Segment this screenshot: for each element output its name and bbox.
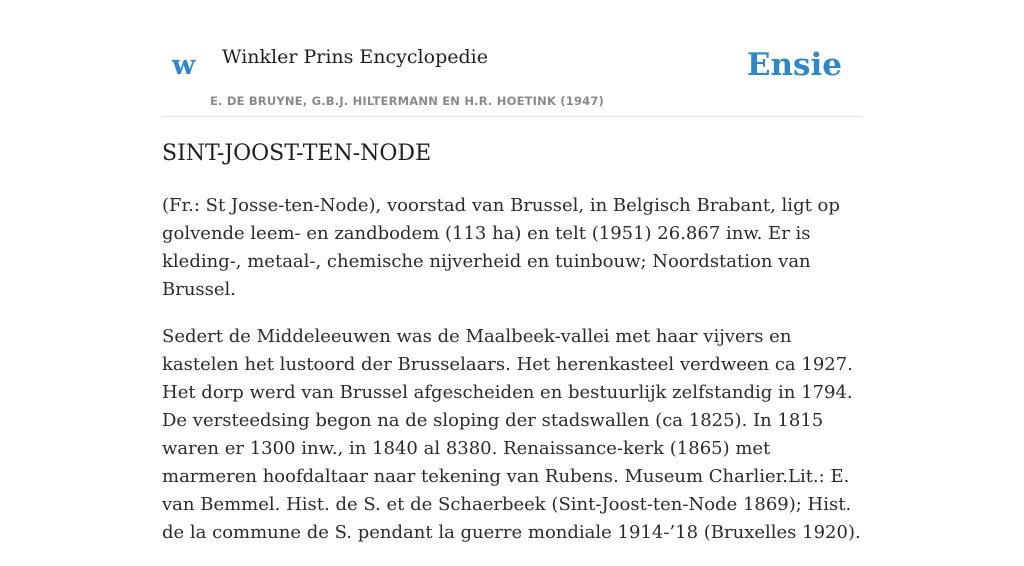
source-title-link[interactable]: Winkler Prins Encyclopedie bbox=[222, 46, 488, 68]
article-body bbox=[162, 192, 864, 566]
source-header bbox=[162, 0, 862, 117]
article-paragraph-1: (Fr.: St Josse-ten-Node), voorstad van Brussel, in Belgisch Brabant, ligt op golvende leem- en zandbodem (113 ha) en telt (1951) 26.867 inw. Er is kleding-, metaal-, chemische nijverheid en tuinbouw; Noordstation van Brussel. bbox=[162, 195, 840, 300]
article-paragraph-2: Sedert de Middeleeuwen was de Maalbeek-vallei met haar vijvers en kastelen het lustoord der Brusselaars. Het herenkasteel verdween ca 1927. Het dorp werd van Brussel afgescheiden en bestuurlijk zelfstandig in 1794. De versteedsing begon na de sloping der stadswallen (ca 1825). In 1815 waren er 1300 inw., in 1840 al 8380. Renaissance-kerk (1865) met marmeren hoofdaltaar naar tekening van Rubens. Museum Charlier.Lit.: E. van Bemmel. Hist. de S. et de Schaerbeek (Sint-Joost-ten-Node 1869); Hist. de la commune de S. pendant la guerre mondiale 1914-’18 (Bruxelles 1920). bbox=[162, 326, 861, 543]
source-authors: E. DE BRUYNE, G.B.J. HILTERMANN EN H.R. HOETINK (1947) bbox=[210, 94, 605, 108]
ensie-brand-logo[interactable]: Ensie bbox=[746, 47, 842, 83]
article-title: SINT-JOOST-TEN-NODE bbox=[162, 141, 432, 166]
winkler-prins-logo-icon[interactable]: w bbox=[172, 50, 196, 81]
